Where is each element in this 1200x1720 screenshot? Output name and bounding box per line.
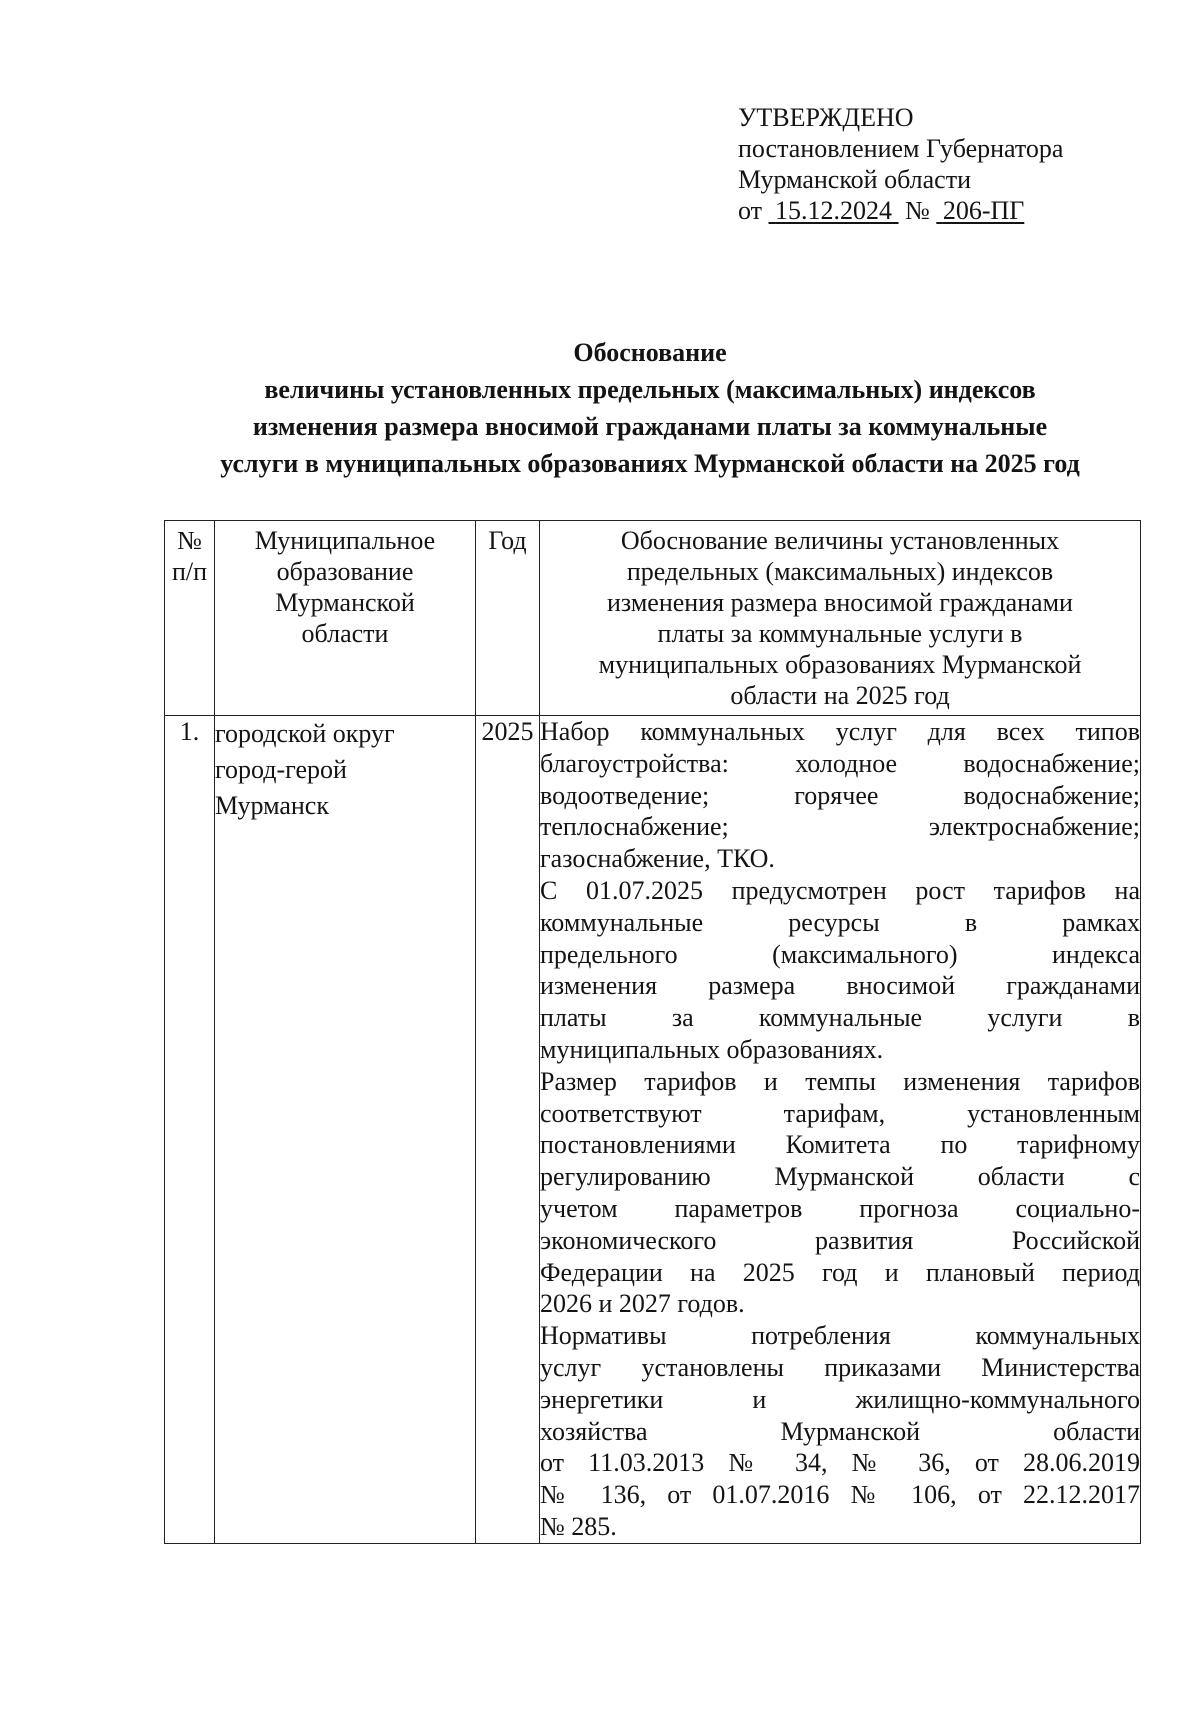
title-line: изменения размера вносимой гражданами платы за коммунальные	[252, 412, 1048, 441]
justification-paragraph: С 01.07.2025 предусмотрен рост тарифов на коммунальные ресурсы в рамках предельного (максимального) индекса изменения размера вносимой гражданами платы за коммунальные услуги в муниципальных образованиях.	[540, 875, 1140, 1064]
table-row	[165, 716, 1141, 1544]
approval-block	[738, 102, 1063, 226]
row-year: 2025	[476, 716, 540, 1544]
row-justification	[540, 716, 1141, 1544]
row-number: 1.	[165, 716, 215, 1544]
approval-heading: УТВЕРЖДЕНО	[738, 103, 914, 132]
title-line: Обоснование	[573, 338, 727, 367]
justification-table	[164, 520, 1141, 1544]
approval-issuer: постановлением Губернатора	[738, 134, 1064, 163]
row-municipality: городской округ город-герой Мурманск	[215, 716, 476, 1544]
justification-paragraph: Размер тарифов и темпы изменения тарифов соответствуют тарифам, установленным постановлениями Комитета по тарифному регулированию Мурманской области с учетом параметров прогноза социально- экономического развития Российской Федерации на 2025 год и плановый период 2026 и 2027 годов.	[540, 1066, 1140, 1319]
justification-paragraph: Набор коммунальных услуг для всех типов благоустройства: холодное водоснабжение; водоотведение; горячее водоснабжение; теплоснабжение; электроснабжение; газоснабжение, ТКО.	[540, 717, 1140, 874]
document-title	[130, 334, 1170, 482]
approval-date: 15.12.2024	[775, 196, 893, 225]
table-header-row	[165, 521, 1141, 716]
date-prefix: от	[738, 196, 763, 225]
number-sign: №	[905, 196, 930, 225]
justification-paragraph: Нормативы потребления коммунальных услуг установлены приказами Министерства энергетики и жилищно-коммунального хозяйства Мурманской области от 11.03.2013 № 34, № 36, от 28.06.2019 № 136, от 01.07.2016 № 106, от 22.12.2017 № 285.	[540, 1321, 1140, 1541]
header-year: Год	[476, 521, 540, 716]
header-municipality: Муниципальное образование Мурманской области	[215, 521, 476, 716]
title-line: величины установленных предельных (максимальных) индексов	[264, 375, 1036, 404]
title-line: услуги в муниципальных образованиях Мурманской области на 2025 год	[220, 449, 1080, 478]
approval-date-number	[738, 195, 1063, 226]
approval-number: 206-ПГ	[942, 196, 1025, 225]
header-num: № п/п	[165, 521, 215, 716]
approval-region: Мурманской области	[738, 165, 971, 194]
header-justification: Обоснование величины установленных предельных (максимальных) индексов изменения размера вносимой гражданами платы за коммунальные услуги в муниципальных образованиях Мурманской области на 2025 год	[540, 521, 1141, 716]
